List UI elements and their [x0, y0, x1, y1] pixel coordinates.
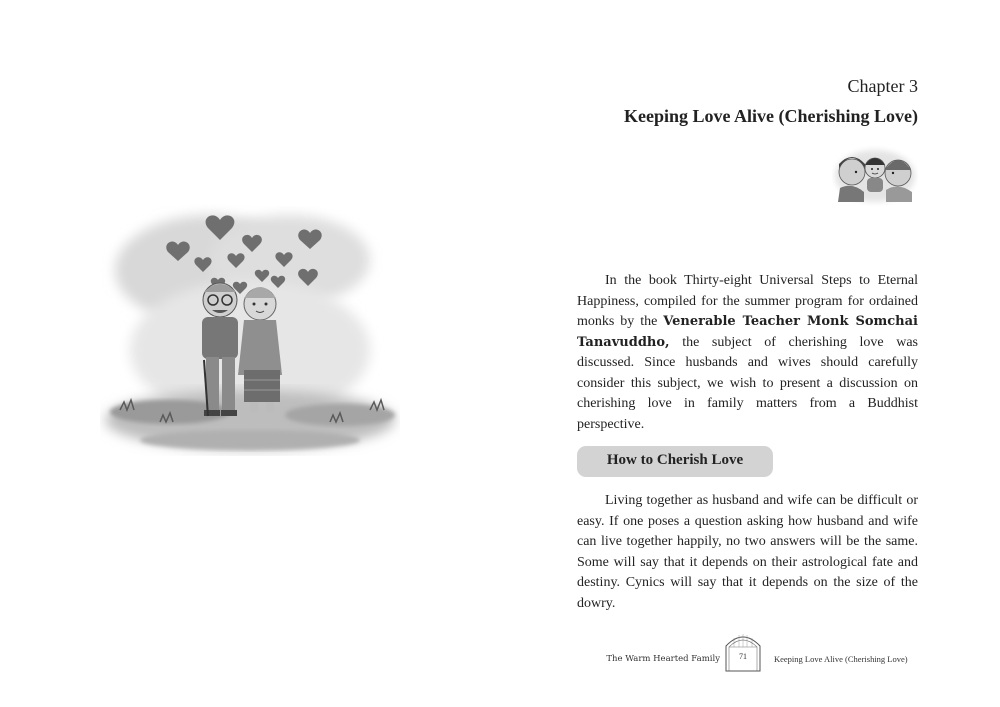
- teacher-name: Venerable Teacher Monk Somchai Tanavuddho,: [577, 314, 918, 350]
- elderly-couple-with-hearts-illustration: [100, 200, 400, 480]
- intro-text-start: In the book Thirty-eight Universal Steps to Eternal Happiness, compiled for the summer program for ordained monks by the: [577, 273, 918, 329]
- intro-text-end: the subject of cherishing love was discussed. Since husbands and wives should carefully consider this subject, we wish to present a discussion on cherishing love in family matters from a Buddhist perspective.: [577, 334, 918, 432]
- section-paragraph: [577, 491, 918, 614]
- family-faces-vignette-icon: [832, 140, 918, 206]
- page-number: 71: [739, 652, 747, 661]
- intro-paragraph: [577, 271, 918, 435]
- footer-book-title: The Warm Hearted Family: [606, 654, 720, 664]
- section-heading-pill: [577, 446, 773, 477]
- chapter-number: Chapter 3: [847, 76, 918, 96]
- footer-chapter-title: Keeping Love Alive (Cherishing Love): [774, 654, 908, 664]
- chapter-title: Keeping Love Alive (Cherishing Love): [624, 106, 918, 126]
- section-paragraph-text: Living together as husband and wife can be difficult or easy. If one poses a question asking how husband and wife can live together happily, no two answers will be the same. Some will say that it depends on their astrological fate and destiny. Cynics will say that it depends on the size of the dowry.: [577, 493, 918, 611]
- page-footer: [560, 646, 920, 672]
- old-woman-figure: [238, 287, 282, 412]
- section-title: How to Cherish Love: [606, 452, 744, 468]
